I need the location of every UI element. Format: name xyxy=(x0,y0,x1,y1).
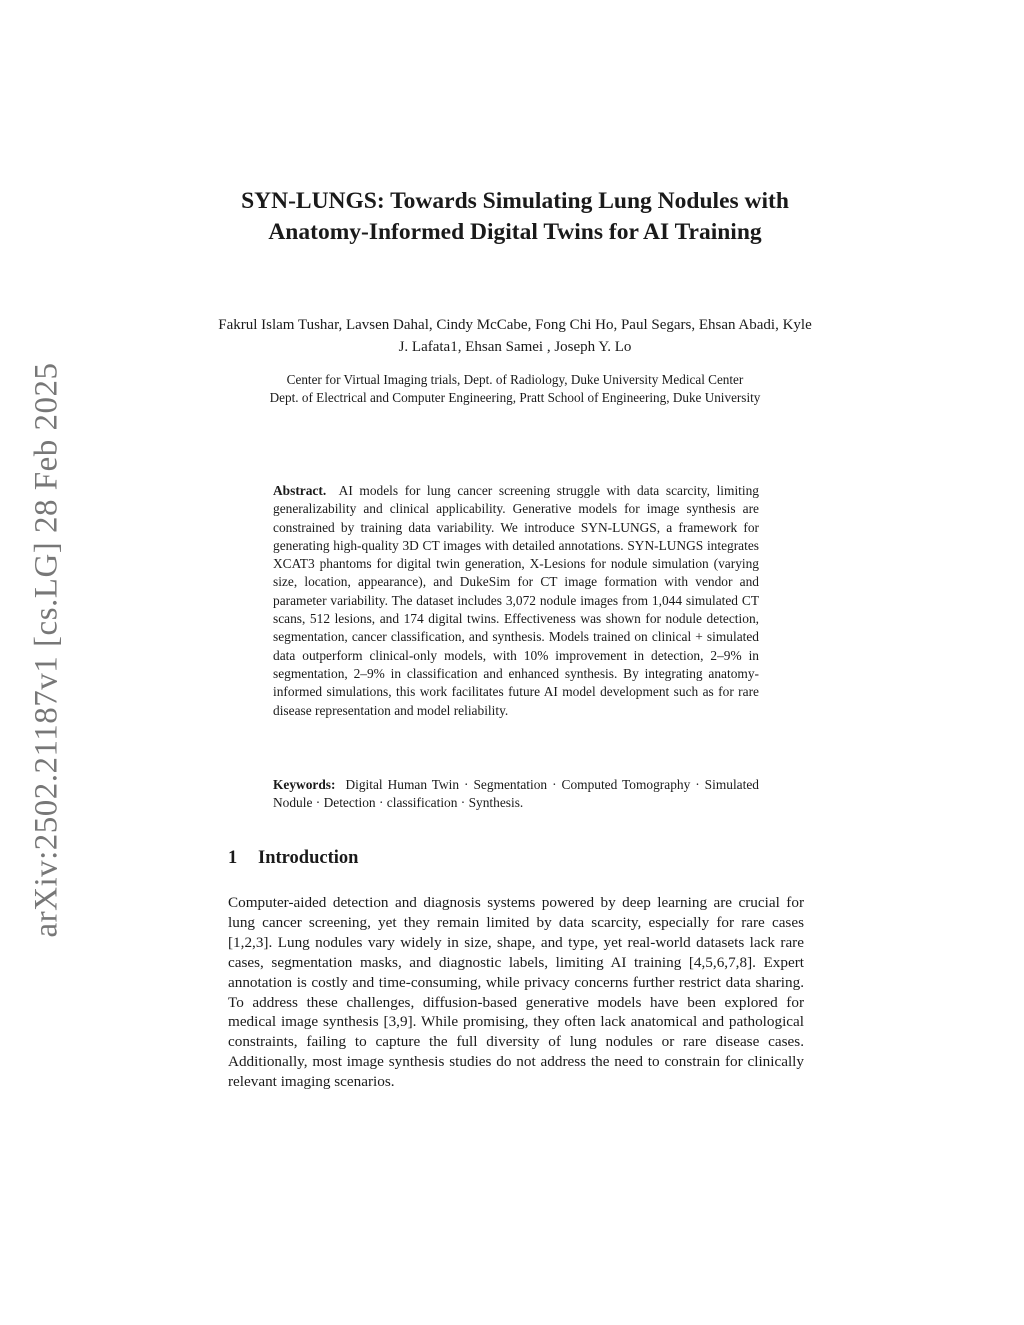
affiliation-radiology: Center for Virtual Imaging trials, Dept. of Radiology, Duke University Medical Center xyxy=(286,372,744,387)
section-number: 1 xyxy=(228,848,238,868)
arxiv-identifier: arXiv:2502.21187v1 [cs.LG] 28 Feb 2025 xyxy=(28,362,65,938)
section-heading xyxy=(228,848,358,869)
keywords-label: Keywords: xyxy=(273,777,336,792)
keywords xyxy=(273,776,759,813)
abstract-text: AI models for lung cancer screening struggle with data scarcity, limiting generalizability and clinical applicability. Generative models for image synthesis are constrained by training data variability. We introduce SYN-LUNGS, a framework for generating high-quality 3D CT images with detailed annotations. SYN-LUNGS integrates XCAT3 phantoms for digital twin generation, X-Lesions for nodule simulation (varying size, location, appearance), and DukeSim for CT image formation with vendor and parameter variability. The dataset includes 3,072 nodule images from 1,044 simulated CT scans, 512 lesions, and 174 digital twins. Effectiveness was shown for nodule detection, segmentation, cancer classification, and synthesis. Models trained on clinical + simulated data outperform clinical-only models, with 10% improvement in detection, 2–9% in segmentation, 2–9% in classification and enhanced synthesis. By integrating anatomy-informed simulations, this work facilitates future AI model development such as for rare disease representation and model reliability. xyxy=(273,483,759,718)
affiliation-engineering: Dept. of Electrical and Computer Engineering, Pratt School of Engineering, Duke University xyxy=(269,390,761,405)
abstract xyxy=(273,482,759,720)
affiliations xyxy=(215,371,815,407)
author-list: Fakrul Islam Tushar, Lavsen Dahal, Cindy McCabe, Fong Chi Ho, Paul Segars, Ehsan Abadi, Kyle J. Lafata1, Ehsan Samei , Joseph Y. Lo xyxy=(218,317,812,355)
paper-title: SYN-LUNGS: Towards Simulating Lung Nodules with Anatomy-Informed Digital Twins for AI Training xyxy=(241,188,789,245)
introduction-paragraph: Computer-aided detection and diagnosis systems powered by deep learning are crucial for lung cancer screening, yet they remain limited by data scarcity, especially for rare cases [1,2,3]. Lung nodules vary widely in size, shape, and type, yet real-world datasets lack rare cases, segmentation masks, and diagnostic labels, limiting AI training [4,5,6,7,8]. Expert annotation is costly and time-consuming, while privacy concerns further restrict data sharing. To address these challenges, diffusion-based generative models have been explored for medical image synthesis [3,9]. While promising, they often lack anatomical and pathological constraints, failing to capture the full diversity of lung nodules or rare disease cases. Additionally, most image synthesis studies do not address the need to constrain for clinically relevant imaging scenarios. xyxy=(228,894,804,1091)
abstract-label: Abstract. xyxy=(273,483,327,498)
section-title: Introduction xyxy=(258,848,359,868)
keywords-text: Digital Human Twin · Segmentation · Computed Tomography · Simulated Nodule · Detection · classification · Synthesis. xyxy=(273,777,759,811)
